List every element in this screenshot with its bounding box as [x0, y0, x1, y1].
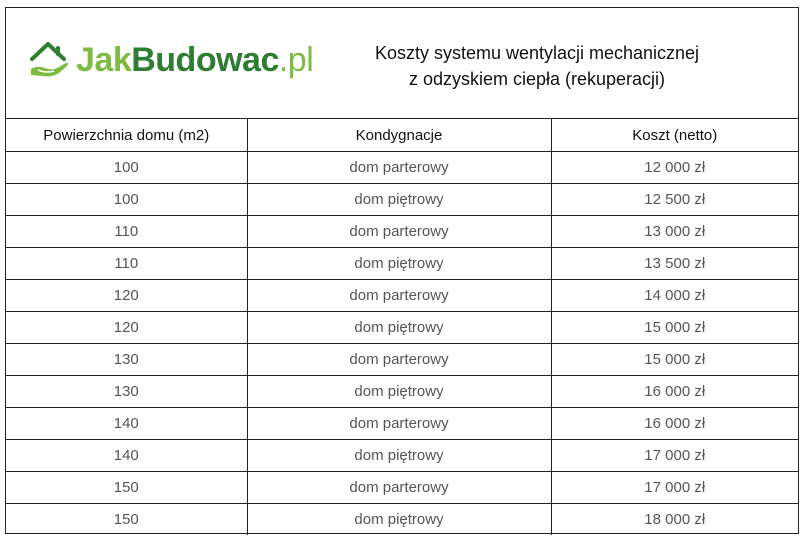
column-header-area: Powierzchnia domu (m2) [6, 119, 247, 152]
table-row [6, 440, 798, 472]
logo[interactable] [28, 38, 313, 82]
cell-floors: dom piętrowy [247, 312, 551, 344]
cell-area: 130 [6, 344, 247, 376]
cell-area: 130 [6, 376, 247, 408]
cell-cost: 15 000 zł [551, 344, 798, 376]
cell-area: 110 [6, 216, 247, 248]
cell-cost: 14 000 zł [551, 280, 798, 312]
cell-floors: dom parterowy [247, 472, 551, 504]
cell-floors: dom parterowy [247, 152, 551, 184]
cell-floors: dom parterowy [247, 408, 551, 440]
cell-cost: 12 000 zł [551, 152, 798, 184]
logo-jak: Jak [76, 41, 132, 79]
cell-cost: 17 000 zł [551, 440, 798, 472]
cell-cost: 15 000 zł [551, 312, 798, 344]
table-row [6, 248, 798, 280]
table-row [6, 376, 798, 408]
cell-cost: 12 500 zł [551, 184, 798, 216]
header [6, 8, 798, 119]
cell-area: 140 [6, 408, 247, 440]
cell-area: 140 [6, 440, 247, 472]
table-row [6, 184, 798, 216]
cell-area: 150 [6, 504, 247, 536]
cell-cost: 18 000 zł [644, 511, 706, 528]
cell-cost: 16 000 zł [551, 408, 798, 440]
page-title [306, 40, 768, 92]
house-hand-icon [28, 39, 70, 81]
column-header-floors: Kondygnacje [247, 119, 551, 152]
cell-floors: dom parterowy [247, 344, 551, 376]
column-header-cost: Koszt (netto) [551, 119, 798, 152]
table-row [6, 472, 798, 504]
cell-floors: dom parterowy [247, 280, 551, 312]
cell-area: 120 [6, 312, 247, 344]
logo-text [76, 43, 313, 77]
cost-table-sheet [5, 7, 799, 534]
cell-cost: 17 000 zł [551, 472, 798, 504]
cell-area: 120 [6, 280, 247, 312]
cell-area: 110 [6, 248, 247, 280]
table-row [6, 216, 798, 248]
cell-cost: 13 500 zł [551, 248, 798, 280]
table-row [6, 504, 798, 536]
logo-pl: .pl [278, 41, 314, 79]
cell-floors: dom piętrowy [247, 376, 551, 408]
table-header-row [6, 119, 798, 152]
cost-table [6, 119, 798, 535]
cell-floors: dom parterowy [247, 216, 551, 248]
table-row [6, 312, 798, 344]
cell-area: 100 [6, 184, 247, 216]
cell-area: 100 [6, 152, 247, 184]
cell-area: 150 [6, 472, 247, 504]
title-line-1: Koszty systemu wentylacji mechanicznej [374, 43, 700, 63]
cell-cost: 13 000 zł [551, 216, 798, 248]
cell-floors: dom piętrowy [247, 184, 551, 216]
cell-cost: 16 000 zł [551, 376, 798, 408]
table-row [6, 344, 798, 376]
cell-floors: dom piętrowy [247, 248, 551, 280]
cell-floors: dom piętrowy [247, 440, 551, 472]
table-row [6, 408, 798, 440]
table-row [6, 280, 798, 312]
table-row [6, 152, 798, 184]
title-line-2: z odzyskiem ciepła (rekuperacji) [408, 69, 666, 89]
cell-floors: dom piętrowy [247, 504, 551, 536]
logo-budowac: Budowac [131, 41, 279, 79]
